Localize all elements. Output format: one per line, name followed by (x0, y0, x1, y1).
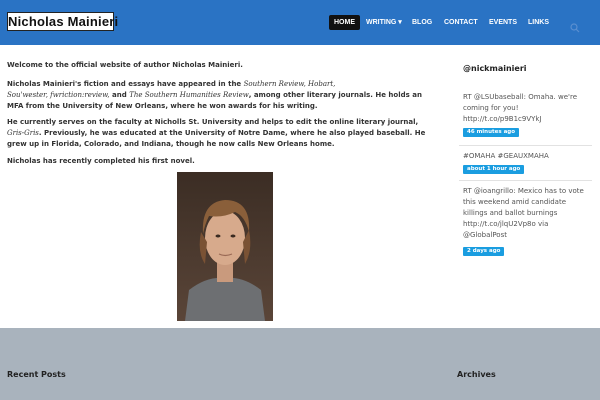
tweet-divider (459, 145, 592, 146)
nav-blog[interactable]: BLOG (412, 19, 433, 26)
site-logo[interactable] (7, 12, 119, 31)
tweet-time-badge[interactable]: 46 minutes ago (463, 128, 519, 137)
journal-title: Sou'wester, fwriction:review, (7, 91, 110, 99)
search-icon[interactable] (570, 18, 580, 28)
journal-title: Southern Review, Hobart, (243, 80, 336, 88)
archives-heading: Archives (457, 370, 496, 379)
bio-paragraph: Nicholas Mainieri's fiction and essays have appeared in the Southern Review, Hobart, Sou'wester, fwriction:review, and The Southern Humanities Review, among other literary journals. He holds an MFA from the University of New Orleans, where he won awards for his writing. (7, 80, 422, 110)
recent-posts-heading: Recent Posts (7, 370, 66, 379)
nav-events[interactable]: EVENTS (489, 19, 518, 26)
tweet-time-badge[interactable]: about 1 hour ago (463, 165, 524, 174)
tweet-text: #OMAHA #GEAUXMAHA (463, 152, 549, 160)
nav-home[interactable]: HOME (329, 15, 360, 30)
journal-title: The Southern Humanities Review (129, 91, 249, 99)
welcome-text: Welcome to the official website of author Nicholas Mainieri. (7, 61, 243, 69)
journal-link[interactable]: Gris-Gris (7, 129, 39, 137)
faculty-paragraph: He currently serves on the faculty at Nicholls St. University and helps to edit the online literary journal, Gris-Gris. Previously, he was educated at the University of Notre Dame, where he also played baseball. He grew up in Florida, Colorado, and Indiana, though he now calls New Orleans home. (7, 118, 426, 148)
author-photo (177, 172, 273, 321)
tweet-time-badge[interactable]: 2 days ago (463, 247, 504, 256)
tweet-divider (459, 180, 592, 181)
novel-paragraph: Nicholas has recently completed his first novel. (7, 157, 195, 165)
nav-links[interactable]: LINKS (528, 19, 549, 26)
main-content (0, 45, 600, 328)
twitter-handle-title: @nickmainieri (463, 64, 527, 73)
nav-contact[interactable]: CONTACT (444, 19, 478, 26)
tweet-text: RT @LSUbaseball: Omaha. we're coming for you! http://t.co/p9B1c9VYkJ (463, 93, 577, 123)
tweet-text: RT @ioangrillo: Mexico has to vote this weekend amid candidate killings and ballot burnings http://t.co/jlqU2Vp8o via @GlobalPost (463, 187, 584, 239)
site-logo-text: Nicholas Mainieri (8, 14, 119, 29)
nav-writing[interactable]: WRITING ▾ (366, 19, 402, 26)
site-header (0, 0, 600, 45)
